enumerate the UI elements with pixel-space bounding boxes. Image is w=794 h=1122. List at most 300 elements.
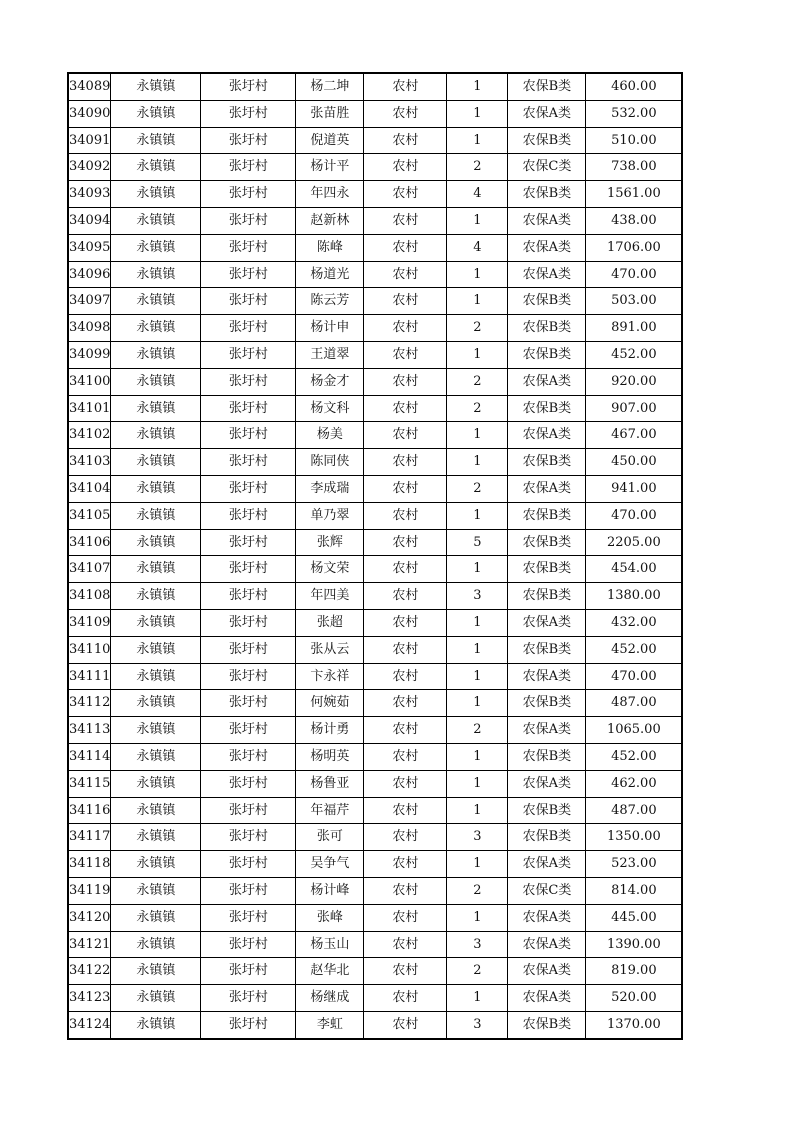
cell-household-count: 1 bbox=[447, 341, 508, 368]
cell-name: 杨计峰 bbox=[296, 877, 364, 904]
cell-household-count: 1 bbox=[447, 73, 508, 100]
table-row bbox=[68, 315, 682, 342]
cell-area-type: 农村 bbox=[364, 315, 447, 342]
cell-village: 张圩村 bbox=[201, 636, 296, 663]
cell-area-type: 农村 bbox=[364, 904, 447, 931]
cell-town: 永镇镇 bbox=[111, 395, 201, 422]
cell-insurance-class: 农保C类 bbox=[508, 877, 586, 904]
cell-name: 何婉茹 bbox=[296, 690, 364, 717]
cell-village: 张圩村 bbox=[201, 127, 296, 154]
cell-town: 永镇镇 bbox=[111, 288, 201, 315]
cell-town: 永镇镇 bbox=[111, 234, 201, 261]
cell-town: 永镇镇 bbox=[111, 583, 201, 610]
cell-village: 张圩村 bbox=[201, 690, 296, 717]
table-row bbox=[68, 127, 682, 154]
cell-insurance-class: 农保A类 bbox=[508, 717, 586, 744]
cell-household-count: 4 bbox=[447, 234, 508, 261]
cell-town: 永镇镇 bbox=[111, 207, 201, 234]
cell-town: 永镇镇 bbox=[111, 368, 201, 395]
cell-town: 永镇镇 bbox=[111, 529, 201, 556]
table-row bbox=[68, 743, 682, 770]
table-row bbox=[68, 181, 682, 208]
cell-insurance-class: 农保B类 bbox=[508, 824, 586, 851]
cell-area-type: 农村 bbox=[364, 368, 447, 395]
table-row bbox=[68, 958, 682, 985]
cell-name: 陈峰 bbox=[296, 234, 364, 261]
cell-area-type: 农村 bbox=[364, 583, 447, 610]
cell-record-id: 34105 bbox=[68, 502, 111, 529]
cell-village: 张圩村 bbox=[201, 261, 296, 288]
table-row bbox=[68, 931, 682, 958]
cell-town: 永镇镇 bbox=[111, 315, 201, 342]
cell-amount: 814.00 bbox=[586, 877, 683, 904]
cell-village: 张圩村 bbox=[201, 529, 296, 556]
cell-record-id: 34092 bbox=[68, 154, 111, 181]
cell-village: 张圩村 bbox=[201, 368, 296, 395]
cell-household-count: 1 bbox=[447, 851, 508, 878]
table-row bbox=[68, 770, 682, 797]
cell-insurance-class: 农保B类 bbox=[508, 315, 586, 342]
cell-area-type: 农村 bbox=[364, 609, 447, 636]
cell-name: 杨计勇 bbox=[296, 717, 364, 744]
cell-household-count: 1 bbox=[447, 207, 508, 234]
records-table bbox=[67, 72, 683, 1040]
cell-town: 永镇镇 bbox=[111, 851, 201, 878]
cell-household-count: 1 bbox=[447, 770, 508, 797]
cell-insurance-class: 农保A类 bbox=[508, 770, 586, 797]
table-row bbox=[68, 717, 682, 744]
cell-town: 永镇镇 bbox=[111, 556, 201, 583]
table-row bbox=[68, 583, 682, 610]
cell-household-count: 3 bbox=[447, 824, 508, 851]
cell-area-type: 农村 bbox=[364, 207, 447, 234]
cell-town: 永镇镇 bbox=[111, 636, 201, 663]
cell-household-count: 2 bbox=[447, 877, 508, 904]
cell-insurance-class: 农保A类 bbox=[508, 931, 586, 958]
cell-amount: 432.00 bbox=[586, 609, 683, 636]
cell-insurance-class: 农保A类 bbox=[508, 234, 586, 261]
cell-town: 永镇镇 bbox=[111, 717, 201, 744]
cell-record-id: 34104 bbox=[68, 475, 111, 502]
cell-amount: 1561.00 bbox=[586, 181, 683, 208]
cell-name: 杨计平 bbox=[296, 154, 364, 181]
cell-amount: 1370.00 bbox=[586, 1011, 683, 1038]
cell-name: 年四永 bbox=[296, 181, 364, 208]
cell-name: 张峰 bbox=[296, 904, 364, 931]
cell-amount: 2205.00 bbox=[586, 529, 683, 556]
cell-record-id: 34099 bbox=[68, 341, 111, 368]
cell-amount: 520.00 bbox=[586, 985, 683, 1012]
cell-household-count: 1 bbox=[447, 556, 508, 583]
cell-household-count: 1 bbox=[447, 743, 508, 770]
cell-record-id: 34102 bbox=[68, 422, 111, 449]
cell-area-type: 农村 bbox=[364, 261, 447, 288]
cell-village: 张圩村 bbox=[201, 556, 296, 583]
cell-town: 永镇镇 bbox=[111, 1011, 201, 1038]
cell-record-id: 34116 bbox=[68, 797, 111, 824]
cell-insurance-class: 农保B类 bbox=[508, 636, 586, 663]
cell-area-type: 农村 bbox=[364, 931, 447, 958]
cell-record-id: 34101 bbox=[68, 395, 111, 422]
cell-name: 张可 bbox=[296, 824, 364, 851]
cell-insurance-class: 农保B类 bbox=[508, 797, 586, 824]
cell-name: 吴争气 bbox=[296, 851, 364, 878]
cell-village: 张圩村 bbox=[201, 502, 296, 529]
cell-record-id: 34124 bbox=[68, 1011, 111, 1038]
cell-amount: 503.00 bbox=[586, 288, 683, 315]
cell-amount: 454.00 bbox=[586, 556, 683, 583]
cell-insurance-class: 农保B类 bbox=[508, 1011, 586, 1038]
cell-amount: 452.00 bbox=[586, 341, 683, 368]
cell-name: 杨二坤 bbox=[296, 73, 364, 100]
cell-household-count: 2 bbox=[447, 368, 508, 395]
table-row bbox=[68, 261, 682, 288]
cell-insurance-class: 农保B类 bbox=[508, 743, 586, 770]
cell-name: 杨鲁亚 bbox=[296, 770, 364, 797]
table-row bbox=[68, 1011, 682, 1038]
cell-amount: 470.00 bbox=[586, 261, 683, 288]
cell-household-count: 2 bbox=[447, 717, 508, 744]
cell-household-count: 2 bbox=[447, 958, 508, 985]
cell-village: 张圩村 bbox=[201, 583, 296, 610]
cell-area-type: 农村 bbox=[364, 797, 447, 824]
cell-area-type: 农村 bbox=[364, 663, 447, 690]
cell-household-count: 4 bbox=[447, 181, 508, 208]
cell-area-type: 农村 bbox=[364, 475, 447, 502]
cell-town: 永镇镇 bbox=[111, 904, 201, 931]
cell-record-id: 34115 bbox=[68, 770, 111, 797]
cell-record-id: 34089 bbox=[68, 73, 111, 100]
cell-insurance-class: 农保B类 bbox=[508, 449, 586, 476]
cell-town: 永镇镇 bbox=[111, 743, 201, 770]
cell-village: 张圩村 bbox=[201, 181, 296, 208]
cell-amount: 1390.00 bbox=[586, 931, 683, 958]
cell-village: 张圩村 bbox=[201, 958, 296, 985]
cell-name: 年四美 bbox=[296, 583, 364, 610]
cell-name: 杨文科 bbox=[296, 395, 364, 422]
cell-amount: 445.00 bbox=[586, 904, 683, 931]
cell-household-count: 1 bbox=[447, 449, 508, 476]
cell-amount: 907.00 bbox=[586, 395, 683, 422]
cell-area-type: 农村 bbox=[364, 958, 447, 985]
cell-town: 永镇镇 bbox=[111, 127, 201, 154]
cell-village: 张圩村 bbox=[201, 315, 296, 342]
cell-record-id: 34093 bbox=[68, 181, 111, 208]
cell-area-type: 农村 bbox=[364, 127, 447, 154]
table-row bbox=[68, 395, 682, 422]
cell-insurance-class: 农保A类 bbox=[508, 207, 586, 234]
cell-record-id: 34098 bbox=[68, 315, 111, 342]
cell-village: 张圩村 bbox=[201, 770, 296, 797]
cell-area-type: 农村 bbox=[364, 770, 447, 797]
cell-town: 永镇镇 bbox=[111, 341, 201, 368]
cell-village: 张圩村 bbox=[201, 207, 296, 234]
cell-household-count: 3 bbox=[447, 1011, 508, 1038]
cell-household-count: 2 bbox=[447, 475, 508, 502]
cell-record-id: 34096 bbox=[68, 261, 111, 288]
cell-town: 永镇镇 bbox=[111, 475, 201, 502]
cell-insurance-class: 农保C类 bbox=[508, 154, 586, 181]
cell-record-id: 34091 bbox=[68, 127, 111, 154]
cell-area-type: 农村 bbox=[364, 717, 447, 744]
cell-household-count: 1 bbox=[447, 636, 508, 663]
cell-insurance-class: 农保B类 bbox=[508, 583, 586, 610]
cell-amount: 462.00 bbox=[586, 770, 683, 797]
cell-name: 陈同侠 bbox=[296, 449, 364, 476]
cell-town: 永镇镇 bbox=[111, 261, 201, 288]
cell-amount: 1706.00 bbox=[586, 234, 683, 261]
cell-amount: 1065.00 bbox=[586, 717, 683, 744]
cell-insurance-class: 农保A类 bbox=[508, 475, 586, 502]
table-row bbox=[68, 797, 682, 824]
cell-insurance-class: 农保A类 bbox=[508, 985, 586, 1012]
cell-village: 张圩村 bbox=[201, 449, 296, 476]
cell-insurance-class: 农保B类 bbox=[508, 529, 586, 556]
table-row bbox=[68, 154, 682, 181]
table-row bbox=[68, 207, 682, 234]
cell-amount: 452.00 bbox=[586, 743, 683, 770]
cell-amount: 438.00 bbox=[586, 207, 683, 234]
cell-village: 张圩村 bbox=[201, 877, 296, 904]
cell-name: 年福芹 bbox=[296, 797, 364, 824]
records-table-body bbox=[68, 73, 682, 1039]
table-row bbox=[68, 904, 682, 931]
cell-insurance-class: 农保A类 bbox=[508, 422, 586, 449]
cell-village: 张圩村 bbox=[201, 931, 296, 958]
cell-village: 张圩村 bbox=[201, 73, 296, 100]
cell-area-type: 农村 bbox=[364, 288, 447, 315]
cell-record-id: 34120 bbox=[68, 904, 111, 931]
cell-amount: 891.00 bbox=[586, 315, 683, 342]
cell-amount: 523.00 bbox=[586, 851, 683, 878]
cell-household-count: 1 bbox=[447, 609, 508, 636]
cell-record-id: 34097 bbox=[68, 288, 111, 315]
cell-name: 王道翠 bbox=[296, 341, 364, 368]
cell-name: 杨文荣 bbox=[296, 556, 364, 583]
cell-village: 张圩村 bbox=[201, 609, 296, 636]
cell-insurance-class: 农保B类 bbox=[508, 73, 586, 100]
cell-name: 倪道英 bbox=[296, 127, 364, 154]
cell-household-count: 1 bbox=[447, 261, 508, 288]
cell-insurance-class: 农保B类 bbox=[508, 395, 586, 422]
cell-village: 张圩村 bbox=[201, 743, 296, 770]
cell-insurance-class: 农保A类 bbox=[508, 958, 586, 985]
cell-name: 张超 bbox=[296, 609, 364, 636]
cell-area-type: 农村 bbox=[364, 877, 447, 904]
cell-household-count: 2 bbox=[447, 315, 508, 342]
cell-area-type: 农村 bbox=[364, 100, 447, 127]
cell-insurance-class: 农保A类 bbox=[508, 663, 586, 690]
cell-area-type: 农村 bbox=[364, 234, 447, 261]
cell-name: 陈云芳 bbox=[296, 288, 364, 315]
cell-household-count: 2 bbox=[447, 154, 508, 181]
table-row bbox=[68, 663, 682, 690]
cell-name: 杨玉山 bbox=[296, 931, 364, 958]
cell-name: 杨金才 bbox=[296, 368, 364, 395]
cell-household-count: 5 bbox=[447, 529, 508, 556]
cell-household-count: 1 bbox=[447, 288, 508, 315]
cell-insurance-class: 农保B类 bbox=[508, 690, 586, 717]
cell-amount: 450.00 bbox=[586, 449, 683, 476]
cell-town: 永镇镇 bbox=[111, 181, 201, 208]
cell-area-type: 农村 bbox=[364, 743, 447, 770]
cell-record-id: 34118 bbox=[68, 851, 111, 878]
cell-village: 张圩村 bbox=[201, 1011, 296, 1038]
cell-amount: 487.00 bbox=[586, 797, 683, 824]
cell-record-id: 34123 bbox=[68, 985, 111, 1012]
cell-village: 张圩村 bbox=[201, 985, 296, 1012]
cell-amount: 819.00 bbox=[586, 958, 683, 985]
cell-name: 杨美 bbox=[296, 422, 364, 449]
table-row bbox=[68, 636, 682, 663]
cell-insurance-class: 农保B类 bbox=[508, 181, 586, 208]
table-row bbox=[68, 877, 682, 904]
cell-household-count: 1 bbox=[447, 663, 508, 690]
table-row bbox=[68, 529, 682, 556]
cell-town: 永镇镇 bbox=[111, 154, 201, 181]
cell-area-type: 农村 bbox=[364, 636, 447, 663]
cell-village: 张圩村 bbox=[201, 422, 296, 449]
cell-amount: 452.00 bbox=[586, 636, 683, 663]
cell-household-count: 1 bbox=[447, 100, 508, 127]
cell-amount: 1350.00 bbox=[586, 824, 683, 851]
cell-town: 永镇镇 bbox=[111, 824, 201, 851]
cell-name: 赵华北 bbox=[296, 958, 364, 985]
cell-insurance-class: 农保A类 bbox=[508, 851, 586, 878]
cell-area-type: 农村 bbox=[364, 181, 447, 208]
table-row bbox=[68, 341, 682, 368]
cell-town: 永镇镇 bbox=[111, 797, 201, 824]
cell-household-count: 1 bbox=[447, 127, 508, 154]
cell-town: 永镇镇 bbox=[111, 422, 201, 449]
table-row bbox=[68, 234, 682, 261]
cell-record-id: 34110 bbox=[68, 636, 111, 663]
cell-insurance-class: 农保A类 bbox=[508, 368, 586, 395]
cell-village: 张圩村 bbox=[201, 234, 296, 261]
table-row bbox=[68, 851, 682, 878]
cell-record-id: 34109 bbox=[68, 609, 111, 636]
cell-household-count: 1 bbox=[447, 422, 508, 449]
cell-name: 张辉 bbox=[296, 529, 364, 556]
cell-record-id: 34090 bbox=[68, 100, 111, 127]
cell-area-type: 农村 bbox=[364, 690, 447, 717]
cell-area-type: 农村 bbox=[364, 502, 447, 529]
table-row bbox=[68, 288, 682, 315]
cell-record-id: 34106 bbox=[68, 529, 111, 556]
cell-name: 单乃翠 bbox=[296, 502, 364, 529]
cell-insurance-class: 农保B类 bbox=[508, 127, 586, 154]
cell-record-id: 34114 bbox=[68, 743, 111, 770]
table-row bbox=[68, 502, 682, 529]
cell-area-type: 农村 bbox=[364, 985, 447, 1012]
cell-record-id: 34117 bbox=[68, 824, 111, 851]
cell-village: 张圩村 bbox=[201, 904, 296, 931]
cell-village: 张圩村 bbox=[201, 100, 296, 127]
cell-village: 张圩村 bbox=[201, 717, 296, 744]
cell-town: 永镇镇 bbox=[111, 931, 201, 958]
cell-village: 张圩村 bbox=[201, 341, 296, 368]
cell-name: 赵新林 bbox=[296, 207, 364, 234]
table-row bbox=[68, 449, 682, 476]
cell-village: 张圩村 bbox=[201, 824, 296, 851]
cell-area-type: 农村 bbox=[364, 154, 447, 181]
cell-insurance-class: 农保A类 bbox=[508, 100, 586, 127]
cell-name: 张从云 bbox=[296, 636, 364, 663]
cell-record-id: 34095 bbox=[68, 234, 111, 261]
cell-town: 永镇镇 bbox=[111, 877, 201, 904]
cell-record-id: 34112 bbox=[68, 690, 111, 717]
cell-village: 张圩村 bbox=[201, 797, 296, 824]
cell-area-type: 农村 bbox=[364, 824, 447, 851]
cell-household-count: 2 bbox=[447, 395, 508, 422]
table-row bbox=[68, 690, 682, 717]
table-row bbox=[68, 824, 682, 851]
cell-town: 永镇镇 bbox=[111, 985, 201, 1012]
table-row bbox=[68, 73, 682, 100]
cell-insurance-class: 农保B类 bbox=[508, 502, 586, 529]
cell-town: 永镇镇 bbox=[111, 73, 201, 100]
cell-household-count: 1 bbox=[447, 690, 508, 717]
cell-area-type: 农村 bbox=[364, 851, 447, 878]
table-row bbox=[68, 609, 682, 636]
cell-amount: 467.00 bbox=[586, 422, 683, 449]
cell-area-type: 农村 bbox=[364, 1011, 447, 1038]
cell-record-id: 34121 bbox=[68, 931, 111, 958]
cell-household-count: 1 bbox=[447, 985, 508, 1012]
table-row bbox=[68, 475, 682, 502]
cell-area-type: 农村 bbox=[364, 556, 447, 583]
cell-amount: 510.00 bbox=[586, 127, 683, 154]
cell-town: 永镇镇 bbox=[111, 100, 201, 127]
cell-record-id: 34119 bbox=[68, 877, 111, 904]
cell-amount: 738.00 bbox=[586, 154, 683, 181]
table-row bbox=[68, 556, 682, 583]
cell-record-id: 34100 bbox=[68, 368, 111, 395]
cell-amount: 470.00 bbox=[586, 502, 683, 529]
cell-name: 卞永祥 bbox=[296, 663, 364, 690]
cell-village: 张圩村 bbox=[201, 475, 296, 502]
cell-amount: 470.00 bbox=[586, 663, 683, 690]
cell-name: 杨继成 bbox=[296, 985, 364, 1012]
cell-area-type: 农村 bbox=[364, 341, 447, 368]
cell-household-count: 1 bbox=[447, 502, 508, 529]
cell-town: 永镇镇 bbox=[111, 449, 201, 476]
cell-household-count: 3 bbox=[447, 583, 508, 610]
cell-name: 李成瑞 bbox=[296, 475, 364, 502]
cell-area-type: 农村 bbox=[364, 529, 447, 556]
cell-village: 张圩村 bbox=[201, 395, 296, 422]
cell-record-id: 34122 bbox=[68, 958, 111, 985]
cell-town: 永镇镇 bbox=[111, 690, 201, 717]
cell-amount: 460.00 bbox=[586, 73, 683, 100]
table-row bbox=[68, 422, 682, 449]
cell-insurance-class: 农保B类 bbox=[508, 288, 586, 315]
cell-amount: 920.00 bbox=[586, 368, 683, 395]
cell-village: 张圩村 bbox=[201, 851, 296, 878]
cell-village: 张圩村 bbox=[201, 663, 296, 690]
cell-amount: 1380.00 bbox=[586, 583, 683, 610]
cell-record-id: 34111 bbox=[68, 663, 111, 690]
cell-insurance-class: 农保B类 bbox=[508, 556, 586, 583]
cell-record-id: 34103 bbox=[68, 449, 111, 476]
table-row bbox=[68, 985, 682, 1012]
cell-record-id: 34094 bbox=[68, 207, 111, 234]
cell-name: 杨道光 bbox=[296, 261, 364, 288]
cell-household-count: 3 bbox=[447, 931, 508, 958]
cell-town: 永镇镇 bbox=[111, 770, 201, 797]
cell-town: 永镇镇 bbox=[111, 663, 201, 690]
cell-amount: 941.00 bbox=[586, 475, 683, 502]
